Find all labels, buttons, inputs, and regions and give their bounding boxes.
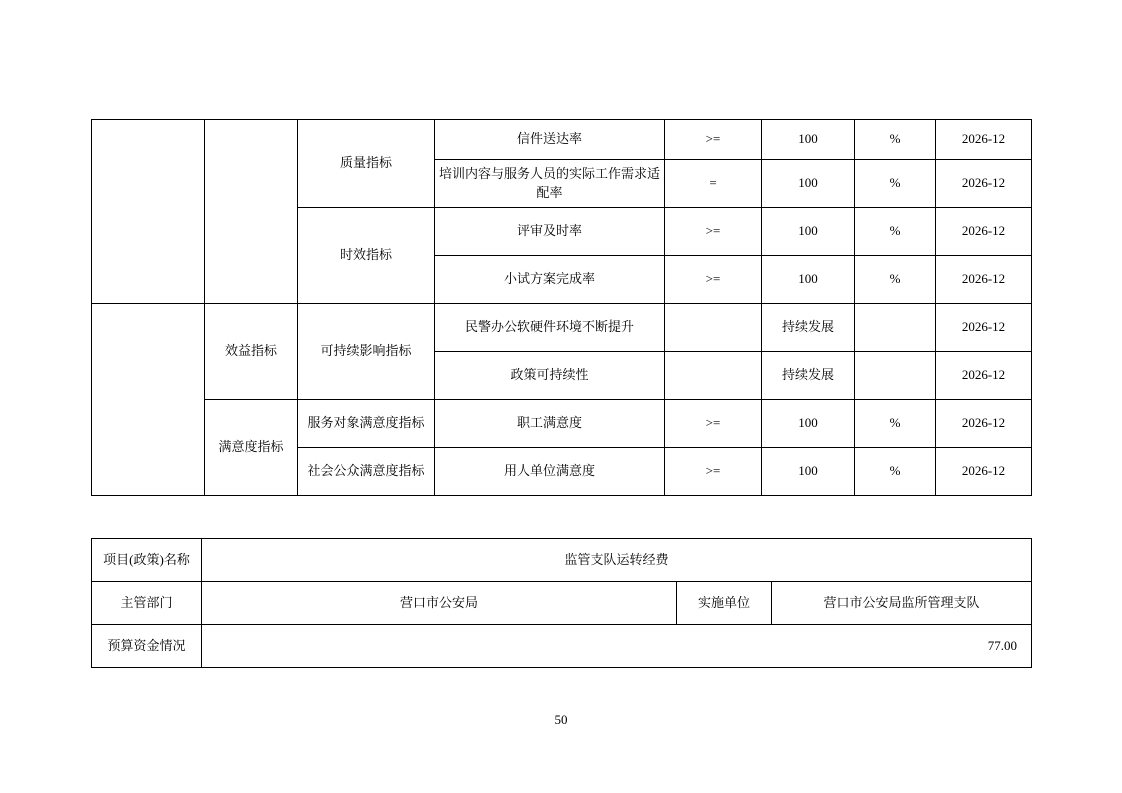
project-summary-table bbox=[91, 538, 1032, 668]
cell-value: 100 bbox=[762, 120, 855, 160]
cell-date: 2026-12 bbox=[936, 256, 1032, 304]
table-row bbox=[92, 625, 1032, 668]
cell-level1-benefit: 效益指标 bbox=[205, 304, 298, 400]
cell-unit: % bbox=[855, 160, 936, 208]
cell-budget-value: 77.00 bbox=[202, 625, 1032, 668]
cell-indicator-name: 民警办公软硬件环境不断提升 bbox=[435, 304, 665, 352]
cell-department-label: 主管部门 bbox=[92, 582, 202, 625]
cell-unit: % bbox=[855, 448, 936, 496]
cell-date: 2026-12 bbox=[936, 352, 1032, 400]
cell-level1-satisfaction: 满意度指标 bbox=[205, 400, 298, 496]
cell-date: 2026-12 bbox=[936, 448, 1032, 496]
table-row bbox=[92, 304, 1032, 352]
cell-empty-left bbox=[92, 304, 205, 496]
cell-operator: >= bbox=[665, 448, 762, 496]
table-row bbox=[92, 539, 1032, 582]
cell-level2-quality: 质量指标 bbox=[298, 120, 435, 208]
cell-operator bbox=[665, 304, 762, 352]
cell-unit bbox=[855, 304, 936, 352]
table-row bbox=[92, 120, 1032, 160]
performance-indicator-table bbox=[91, 119, 1032, 496]
cell-indicator-name: 用人单位满意度 bbox=[435, 448, 665, 496]
cell-department-value: 营口市公安局 bbox=[202, 582, 677, 625]
cell-operator: >= bbox=[665, 208, 762, 256]
cell-value: 持续发展 bbox=[762, 304, 855, 352]
cell-unit: % bbox=[855, 256, 936, 304]
cell-operator bbox=[665, 352, 762, 400]
cell-unit: % bbox=[855, 400, 936, 448]
cell-unit bbox=[855, 352, 936, 400]
cell-date: 2026-12 bbox=[936, 120, 1032, 160]
table-row bbox=[92, 582, 1032, 625]
cell-indicator-name: 职工满意度 bbox=[435, 400, 665, 448]
cell-implementing-unit-value: 营口市公安局监所管理支队 bbox=[772, 582, 1032, 625]
cell-indicator-name: 培训内容与服务人员的实际工作需求适配率 bbox=[435, 160, 665, 208]
cell-operator: >= bbox=[665, 256, 762, 304]
cell-value: 100 bbox=[762, 448, 855, 496]
cell-value: 100 bbox=[762, 160, 855, 208]
cell-date: 2026-12 bbox=[936, 160, 1032, 208]
cell-unit: % bbox=[855, 208, 936, 256]
cell-value: 100 bbox=[762, 208, 855, 256]
cell-project-name-label: 项目(政策)名称 bbox=[92, 539, 202, 582]
cell-indicator-name: 评审及时率 bbox=[435, 208, 665, 256]
cell-unit: % bbox=[855, 120, 936, 160]
cell-value: 100 bbox=[762, 256, 855, 304]
cell-implementing-unit-label: 实施单位 bbox=[677, 582, 772, 625]
cell-indicator-name: 小试方案完成率 bbox=[435, 256, 665, 304]
page-number: 50 bbox=[554, 712, 568, 727]
cell-level2-timeliness: 时效指标 bbox=[298, 208, 435, 304]
cell-value: 100 bbox=[762, 400, 855, 448]
cell-budget-label: 预算资金情况 bbox=[92, 625, 202, 668]
cell-value: 持续发展 bbox=[762, 352, 855, 400]
cell-level2-sustainable: 可持续影响指标 bbox=[298, 304, 435, 400]
cell-operator: = bbox=[665, 160, 762, 208]
cell-date: 2026-12 bbox=[936, 208, 1032, 256]
cell-level1-empty bbox=[205, 120, 298, 304]
cell-indicator-name: 政策可持续性 bbox=[435, 352, 665, 400]
cell-date: 2026-12 bbox=[936, 304, 1032, 352]
cell-level2-service-satisfaction: 服务对象满意度指标 bbox=[298, 400, 435, 448]
cell-level2-public-satisfaction: 社会公众满意度指标 bbox=[298, 448, 435, 496]
cell-date: 2026-12 bbox=[936, 400, 1032, 448]
cell-empty-left bbox=[92, 120, 205, 304]
table-row bbox=[92, 400, 1032, 448]
cell-indicator-name: 信件送达率 bbox=[435, 120, 665, 160]
cell-operator: >= bbox=[665, 120, 762, 160]
cell-project-name-value: 监管支队运转经费 bbox=[202, 539, 1032, 582]
cell-operator: >= bbox=[665, 400, 762, 448]
